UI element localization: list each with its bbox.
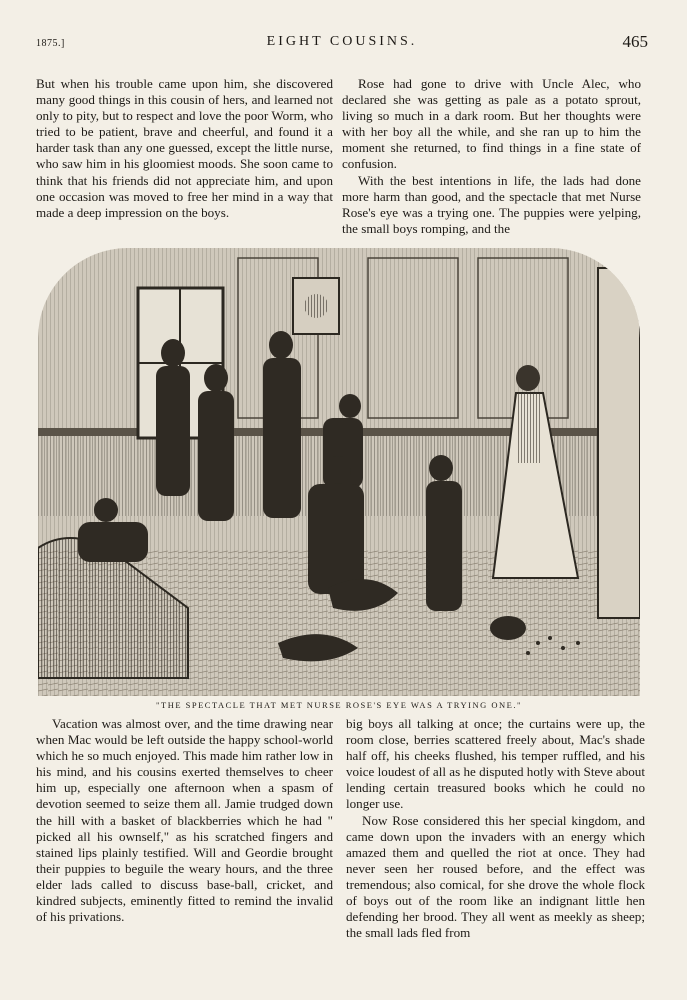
- column-bottom-left: [36, 716, 333, 925]
- column-top-left: [36, 76, 333, 221]
- page-title: EIGHT COUSINS.: [266, 34, 418, 49]
- paragraph: Now Rose considered this her special kingdom, and came down upon the invaders with an energy which amazed them and quelled the riot at once. They had never seen her roused before, and the effect was tremendous; also comical, for she drove the whole flock of boys out of the room like an indignant little hen defending her brood. They all went as meekly as sheep; the small lads fled from: [346, 812, 645, 941]
- paragraph: Vacation was almost over, and the time drawing near when Mac would be left outside the happy school-world which he so much enjoyed. This made him rather low in his mind, and his cousins exerted themselves to cheer him up, especially one afternoon when a spasm of devotion seemed to seize them all. Jamie trudged down the hill with a basket of blackberries which he had " picked all his ownself," as his scratched fingers and stained lips plainly testified. Will and Geordie brought their puppies to beguile the weary hours, and the three elder lads called to discuss base-ball, cricket, and kindred subjects, eminently fitted to remind the invalid of his privations.: [36, 716, 333, 925]
- paragraph: big boys all talking at once; the curtains were up, the room close, berries scattered freely about, Mac's shade half off, his cheeks flushed, his temper ruffled, and his voice loudest of all as he disputed hotly with Steve about lending certain treasured books which he could no longer use.: [346, 716, 645, 812]
- column-top-right: [342, 76, 641, 237]
- paragraph: But when his trouble came upon him, she discovered many good things in this cousin of hers, and learned not only to pity, but to respect and love the poor Worm, who tried to be patient, brave and cheerful, and found it a harder task than any one guessed, except the little nurse, who saw him in his gloomiest moods. She soon came to think that his friends did not appreciate him, and upon one occasion was moved to free her mind in a way that made a deep impression on the boys.: [36, 76, 333, 220]
- engraving-illustration: [38, 248, 640, 696]
- issue-date: 1875.]: [36, 38, 65, 49]
- page-number: 465: [622, 32, 648, 51]
- illustration-caption: "THE SPECTACLE THAT MET NURSE ROSE'S EYE WAS A TRYING ONE.": [156, 700, 522, 710]
- running-header: [36, 32, 648, 56]
- column-bottom-right: [346, 716, 645, 941]
- paragraph: With the best intentions in life, the lads had done more harm than good, and the spectacle that met Nurse Rose's eye was a trying one. The puppies were yelping, the small boys romping, and the: [342, 172, 641, 236]
- paragraph: Rose had gone to drive with Uncle Alec, who declared she was getting as pale as a potato sprout, living so much in a dark room. But her thoughts were with her boy all the while, and she ran up to him the moment she returned, to find things in a fine state of confusion.: [342, 76, 641, 172]
